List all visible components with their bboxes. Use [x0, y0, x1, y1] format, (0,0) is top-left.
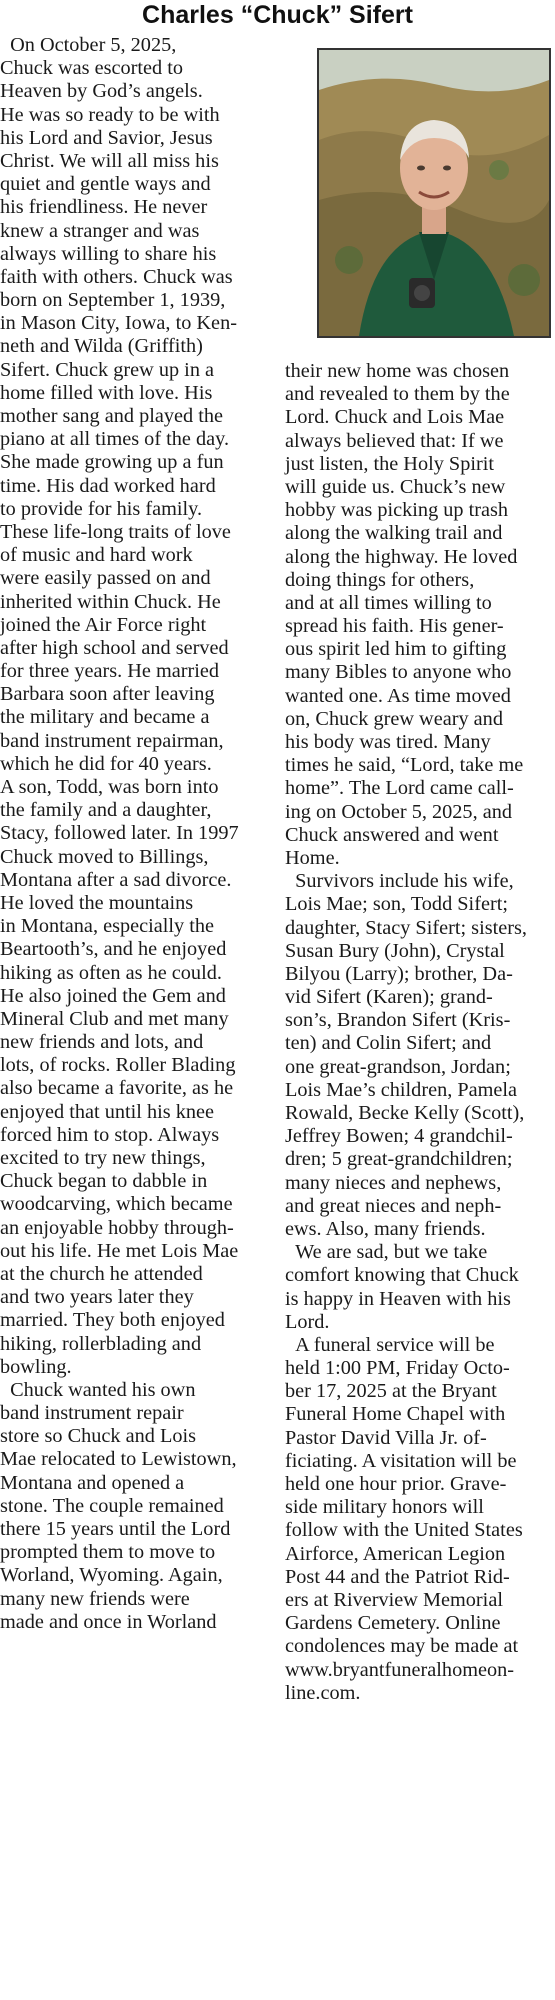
obituary-text-line: Home. [285, 846, 340, 869]
obituary-text-line: Worland, Wyoming. Again, [0, 1564, 223, 1587]
obituary-text-line: hobby was picking up trash [285, 499, 509, 522]
obituary-text-line: and at all times willing to [285, 591, 492, 614]
obituary-text-line: Jeffrey Bowen; 4 grandchil- [285, 1125, 513, 1148]
obituary-text-line: after high school and served [0, 636, 229, 659]
obituary-text-line: Barbara soon after leaving [0, 683, 215, 706]
obituary-text-line: son’s, Brandon Sifert (Kris- [285, 1009, 511, 1032]
left-column [0, 34, 300, 1634]
obituary-text-line: ers at Riverview Memorial [285, 1588, 503, 1611]
obituary-text-line: knew a stranger and was [0, 219, 200, 242]
obituary-text-line: ficiating. A visitation will be [285, 1449, 517, 1472]
obituary-text-line: time. His dad worked hard [0, 474, 216, 497]
obituary-text-line: an enjoyable hobby through- [0, 1216, 234, 1239]
obituary-text-line: out his life. He met Lois Mae [0, 1239, 239, 1262]
obituary-text-line: of music and hard work [0, 544, 193, 567]
obituary-text-line: always believed that: If we [285, 429, 504, 452]
obituary-text-line: many new friends were [0, 1587, 190, 1610]
obituary-text-line: for three years. He married [0, 660, 220, 683]
obituary-text-line: On October 5, 2025, [0, 34, 177, 56]
obituary-text-line: excited to try new things, [0, 1147, 206, 1169]
obituary-text-line: Chuck began to dabble in [0, 1170, 208, 1193]
obituary-text-line: held 1:00 PM, Friday Octo- [285, 1357, 510, 1380]
obituary-text-line: Lois Mae’s children, Pamela [285, 1078, 518, 1101]
obituary-text-line: Chuck answered and went [285, 823, 499, 846]
obituary-text-line: in Montana, especially the [0, 915, 215, 938]
obituary-text-line: home filled with love. His [0, 381, 213, 404]
right-column [285, 360, 555, 1705]
obituary-text-line: the military and became a [0, 706, 210, 729]
obituary-text-line: Stacy, followed later. In 1997 [0, 822, 239, 845]
obituary-text-line: He also joined the Gem and [0, 984, 226, 1007]
obituary-text-line: in Mason City, Iowa, to Ken- [0, 312, 237, 335]
obituary-text-line: on, Chuck grew weary and [285, 707, 503, 730]
obituary-text-line: Bilyou (Larry); brother, Da- [285, 962, 513, 985]
obituary-text-line: He was so ready to be with [0, 103, 220, 126]
obituary-text-line: just listen, the Holy Spirit [285, 452, 495, 475]
obituary-text-line: daughter, Stacy Sifert; sisters, [285, 916, 527, 939]
obituary-text-line: new friends and lots, and [0, 1031, 204, 1054]
obituary-text-line: the family and a daughter, [0, 799, 212, 822]
obituary-text-line: held one hour prior. Grave- [285, 1473, 507, 1495]
obituary-text-line: at the church he attended [0, 1262, 203, 1285]
obituary-text-line: He loved the mountains [0, 891, 194, 914]
obituary-text-line: vid Sifert (Karen); grand- [285, 986, 493, 1009]
obituary-text-line: Mae relocated to Lewistown, [0, 1448, 237, 1471]
obituary-text-line: www.bryantfuneralhomeon- [285, 1658, 515, 1681]
obituary-text-line: Airforce, American Legion [285, 1542, 506, 1565]
obituary-text-line: wanted one. As time moved [285, 684, 511, 707]
obituary-text-line: forced him to stop. Always [0, 1123, 220, 1146]
obituary-text-line: hiking, rollerblading and [0, 1332, 202, 1355]
obituary-text-line: joined the Air Force right [0, 613, 207, 636]
obituary-text-line: ber 17, 2025 at the Bryant [285, 1380, 497, 1403]
obituary-text-line: Funeral Home Chapel with [285, 1403, 506, 1426]
obituary-text-line: Montana after a sad divorce. [0, 868, 232, 891]
obituary-text-line: We are sad, but we take [285, 1241, 488, 1264]
obituary-text-line: Mineral Club and met many [0, 1007, 229, 1030]
obituary-text-line: ten) and Colin Sifert; and [285, 1032, 492, 1055]
obituary-text-line: Lord. [285, 1310, 330, 1333]
obituary-text-line: his friendliness. He never [0, 196, 208, 219]
obituary-text-line: which he did for 40 years. [0, 752, 212, 775]
obituary-text-line: his body was tired. Many [285, 731, 491, 753]
obituary-text-line: times he said, “Lord, take me [285, 754, 524, 777]
obituary-text-line: bowling. [0, 1355, 72, 1378]
obituary-text-line: also became a favorite, as he [0, 1077, 234, 1100]
obituary-text-line: inherited within Chuck. He [0, 590, 221, 613]
obituary-title: Charles “Chuck” Sifert [142, 1, 413, 29]
obituary-text-line: Susan Bury (John), Crystal [285, 939, 505, 962]
obituary-text-line: Sifert. Chuck grew up in a [0, 358, 215, 381]
obituary-text-line: many Bibles to anyone who [285, 661, 512, 684]
obituary-text-line: Rowald, Becke Kelly (Scott), [285, 1102, 525, 1124]
obituary-text-line: enjoyed that until his knee [0, 1100, 215, 1123]
obituary-text-line: store so Chuck and Lois [0, 1425, 197, 1448]
obituary-text-line: Lord. Chuck and Lois Mae [285, 406, 505, 429]
obituary-text-line: Heaven by God’s angels. [0, 80, 203, 103]
obituary-text-line: their new home was chosen [285, 360, 510, 382]
obituary-text-line: hiking as often as he could. [0, 961, 222, 984]
obituary-text-line: ing on October 5, 2025, and [285, 800, 512, 823]
obituary-text-line: Christ. We will all miss his [0, 149, 219, 172]
obituary-text-line: She made growing up a fun [0, 451, 224, 474]
obituary-text-line: and great nieces and neph- [285, 1194, 502, 1217]
obituary-text-line: along the highway. He loved [285, 545, 518, 568]
obituary-text-line: born on September 1, 1939, [0, 289, 226, 312]
obituary-text-line: Beartooth’s, and he enjoyed [0, 938, 227, 961]
obituary-text-line: married. They both enjoyed [0, 1309, 225, 1332]
obituary-text-line: dren; 5 great-grandchildren; [285, 1148, 513, 1171]
obituary-text-line: Gardens Cemetery. Online [285, 1612, 501, 1635]
obituary-text-line: woodcarving, which became [0, 1193, 233, 1216]
obituary-text-line: Chuck was escorted to [0, 57, 184, 80]
obituary-text-line: and revealed to them by the [285, 383, 510, 406]
obituary-text-line: made and once in Worland [0, 1610, 217, 1633]
obituary-text-line: one great-grandson, Jordan; [285, 1055, 511, 1078]
obituary-text-line: comfort knowing that Chuck [285, 1264, 519, 1287]
obituary-text-line: side military honors will [285, 1496, 484, 1519]
obituary-text-line: piano at all times of the day. [0, 428, 230, 451]
obituary-text-line: is happy in Heaven with his [285, 1287, 511, 1310]
obituary-text-line: follow with the United States [285, 1519, 523, 1542]
obituary-text-line: home”. The Lord came call- [285, 777, 514, 800]
obituary-text-line: band instrument repair [0, 1402, 184, 1425]
obituary-text-line: Post 44 and the Patriot Rid- [285, 1565, 510, 1588]
obituary-text-line: ous spirit led him to gifting [285, 638, 507, 661]
obituary-text-line: there 15 years until the Lord [0, 1518, 231, 1540]
obituary-text-line: band instrument repairman, [0, 729, 224, 752]
obituary-text-line: many nieces and nephews, [285, 1171, 502, 1194]
obituary-text-line: condolences may be made at [285, 1635, 519, 1658]
obituary-text-line: mother sang and played the [0, 405, 224, 427]
obituary-text-line: These life-long traits of love [0, 520, 231, 543]
obituary-text-line: spread his faith. His gener- [285, 615, 504, 638]
obituary-text-line: doing things for others, [285, 568, 475, 591]
obituary-text-line: stone. The couple remained [0, 1494, 224, 1517]
obituary-text-line: Montana and opened a [0, 1471, 185, 1494]
obituary-text-line: Pastor David Villa Jr. of- [285, 1426, 487, 1449]
obituary-text-line: quiet and gentle ways and [0, 173, 211, 196]
obituary-text-line: Lois Mae; son, Todd Sifert; [285, 893, 508, 916]
obituary-text-line: lots, of rocks. Roller Blading [0, 1054, 236, 1077]
obituary-text-line: line.com. [285, 1681, 361, 1704]
obituary-text-line: always willing to share his [0, 242, 217, 265]
obituary-text-line: and two years later they [0, 1286, 194, 1309]
obituary-text-line: neth and Wilda (Griffith) [0, 335, 203, 358]
obituary-text-line: A funeral service will be [285, 1333, 495, 1356]
obituary-text-line: Chuck wanted his own [0, 1378, 196, 1401]
obituary-text-line: will guide us. Chuck’s new [285, 475, 506, 498]
obituary-text-line: A son, Todd, was born into [0, 776, 219, 798]
obituary-text-line: along the walking trail and [285, 522, 503, 545]
obituary-text-line: Chuck moved to Billings, [0, 845, 209, 868]
obituary-text-line: to provide for his family. [0, 497, 203, 520]
obituary-text-line: prompted them to move to [0, 1541, 216, 1564]
portrait-photo-icon [317, 48, 551, 338]
obituary-text-line: were easily passed on and [0, 567, 211, 590]
obituary-text-line: Survivors include his wife, [285, 870, 514, 893]
obituary-text-line: ews. Also, many friends. [285, 1217, 486, 1240]
obituary-text-line: faith with others. Chuck was [0, 265, 233, 288]
obituary-text-line: his Lord and Savior, Jesus [0, 126, 213, 149]
